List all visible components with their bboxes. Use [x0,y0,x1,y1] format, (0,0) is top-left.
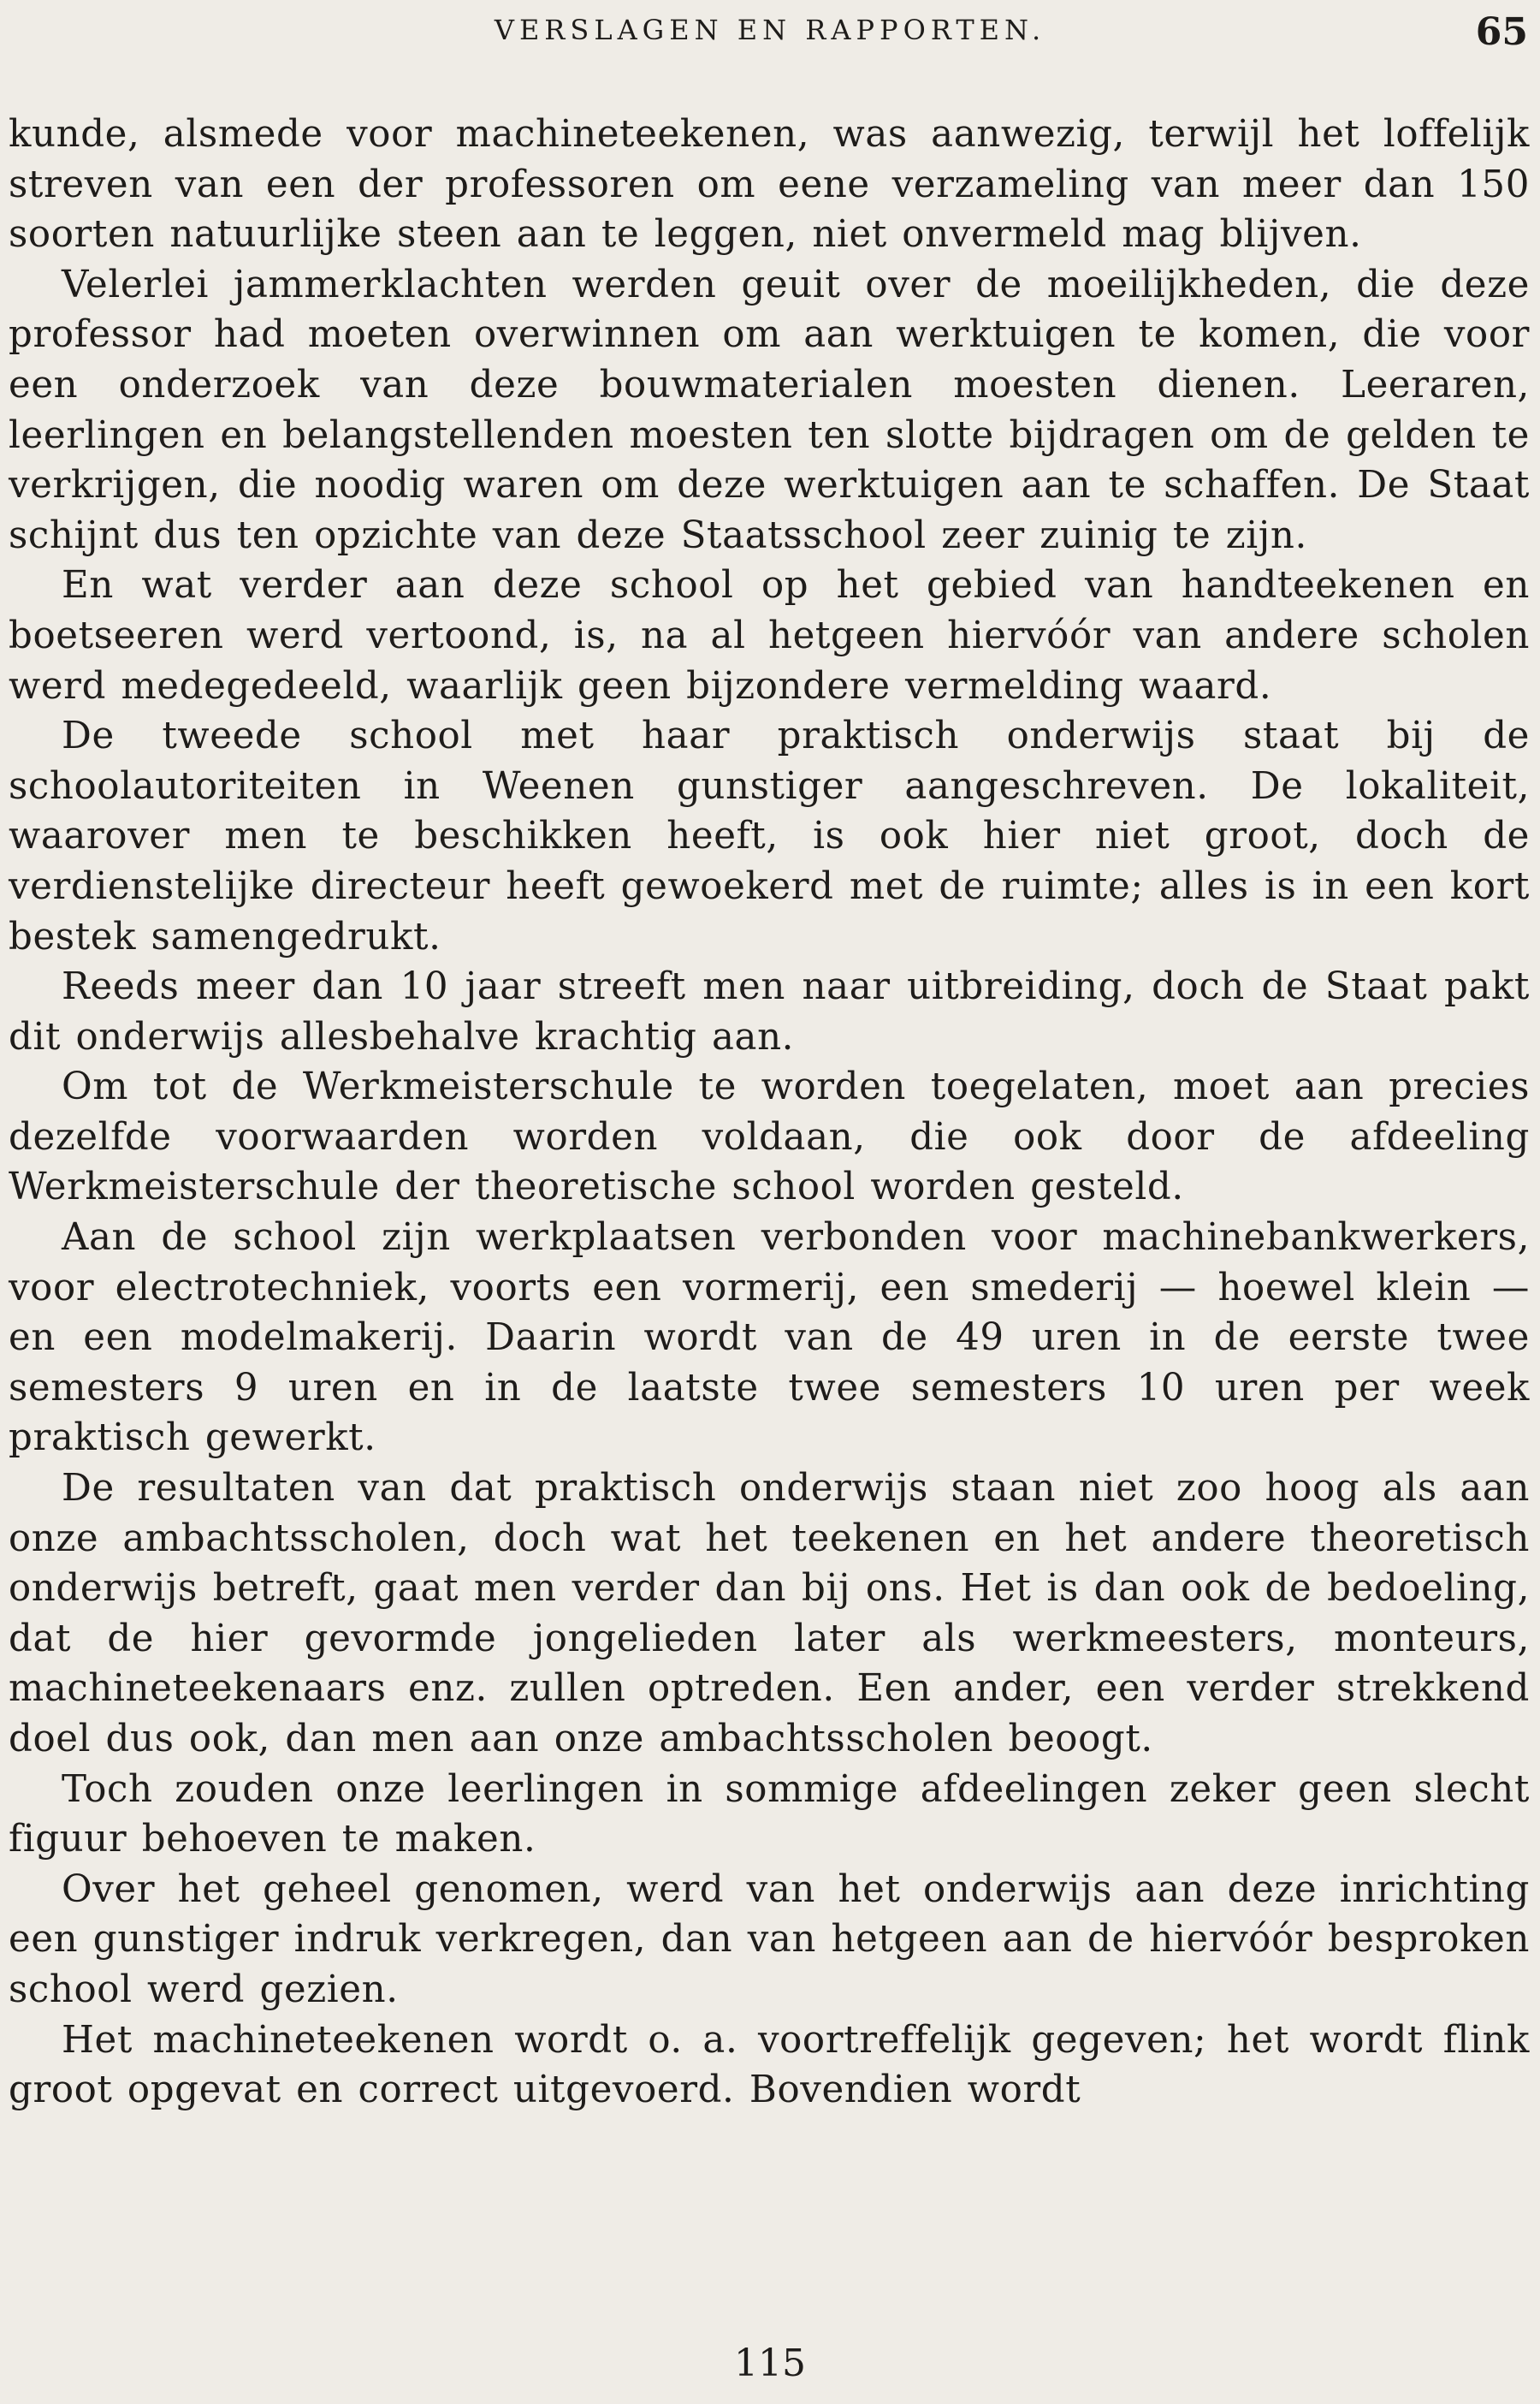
paragraph: Velerlei jammerklachten werden geuit over de moeilijkheden, die deze professor had moeten overwinnen om aan werktuigen te komen, die voor een onderzoek van deze bouwmaterialen moesten dienen. Leeraren, leerlingen en belangstellenden moesten ten slotte bijdragen om de gelden te verkrijgen, die noodig waren om deze werktuigen aan te schaffen. De Staat schijnt dus ten opzichte van deze Staatsschool zeer zuinig te zijn. [9,263,1530,557]
paragraph: Toch zouden onze leerlingen in sommige afdeelingen zeker geen slecht figuur behoeven te maken. [9,1767,1530,1861]
paragraph: kunde, alsmede voor machineteekenen, was aanwezig, terwijl het loffelijk streven van een der professoren om eene verzameling van meer dan 150 soorten natuurlijke steen aan te leggen, niet onvermeld mag blijven. [9,113,1530,257]
running-head [0,10,1540,54]
paragraph: Reeds meer dan 10 jaar streeft men naar uitbreiding, doch de Staat pakt dit onderwijs allesbehalve krachtig aan. [9,965,1530,1059]
paragraph: Aan de school zijn werkplaatsen verbonden voor machinebankwerkers, voor electrotechniek, voorts een vormerij, een smederij — hoewel klein — en een modelmakerij. Daarin wordt van de 49 uren in de eerste twee semesters 9 uren en in de laatste twee semesters 10 uren per week praktisch gewerkt. [9,1216,1530,1460]
body-text [9,110,1530,2116]
paragraph: Het machineteekenen wordt o. a. voortreffelijk gegeven; het wordt flink groot opgevat en correct uitgevoerd. Bovendien wordt [9,2018,1530,2112]
paragraph: De tweede school met haar praktisch onderwijs staat bij de schoolautoriteiten in Weenen gunstiger aangeschreven. De lokaliteit, waarover men te beschikken heeft, is ook hier niet groot, doch de verdienstelijke directeur heeft gewoekerd met de ruimte; alles is in een kort bestek samengedrukt. [9,715,1530,959]
paragraph: En wat verder aan deze school op het gebied van handteekenen en boetseeren werd vertoond, is, na al hetgeen hiervóór van andere scholen werd medegedeeld, waarlijk geen bijzondere vermelding waard. [9,564,1530,708]
paragraph: Over het geheel genomen, werd van het onderwijs aan deze inrichting een gunstiger indruk verkregen, dan van hetgeen aan de hiervóór besproken school werd gezien. [9,1867,1530,2011]
signature-number: 115 [734,2342,806,2385]
paragraph: De resultaten van dat praktisch onderwijs staan niet zoo hoog als aan onze ambachtsscholen, doch wat het teekenen en het andere theoretisch onderwijs betreft, gaat men verder dan bij ons. Het is dan ook de bedoeling, dat de hier gevormde jongelieden later als werkmeesters, monteurs, machineteekenaars enz. zullen optreden. Een ander, een verder strekkend doel dus ook, dan men aan onze ambachtsscholen beoogt. [9,1467,1530,1760]
running-title: VERSLAGEN EN RAPPORTEN. [494,14,1046,46]
page-number: 65 [1475,10,1528,54]
paragraph: Om tot de Werkmeisterschule te worden toegelaten, moet aan precies dezelfde voorwaarden worden voldaan, die ook door de afdeeling Werkmeisterschule der theoretische school worden gesteld. [9,1065,1530,1209]
